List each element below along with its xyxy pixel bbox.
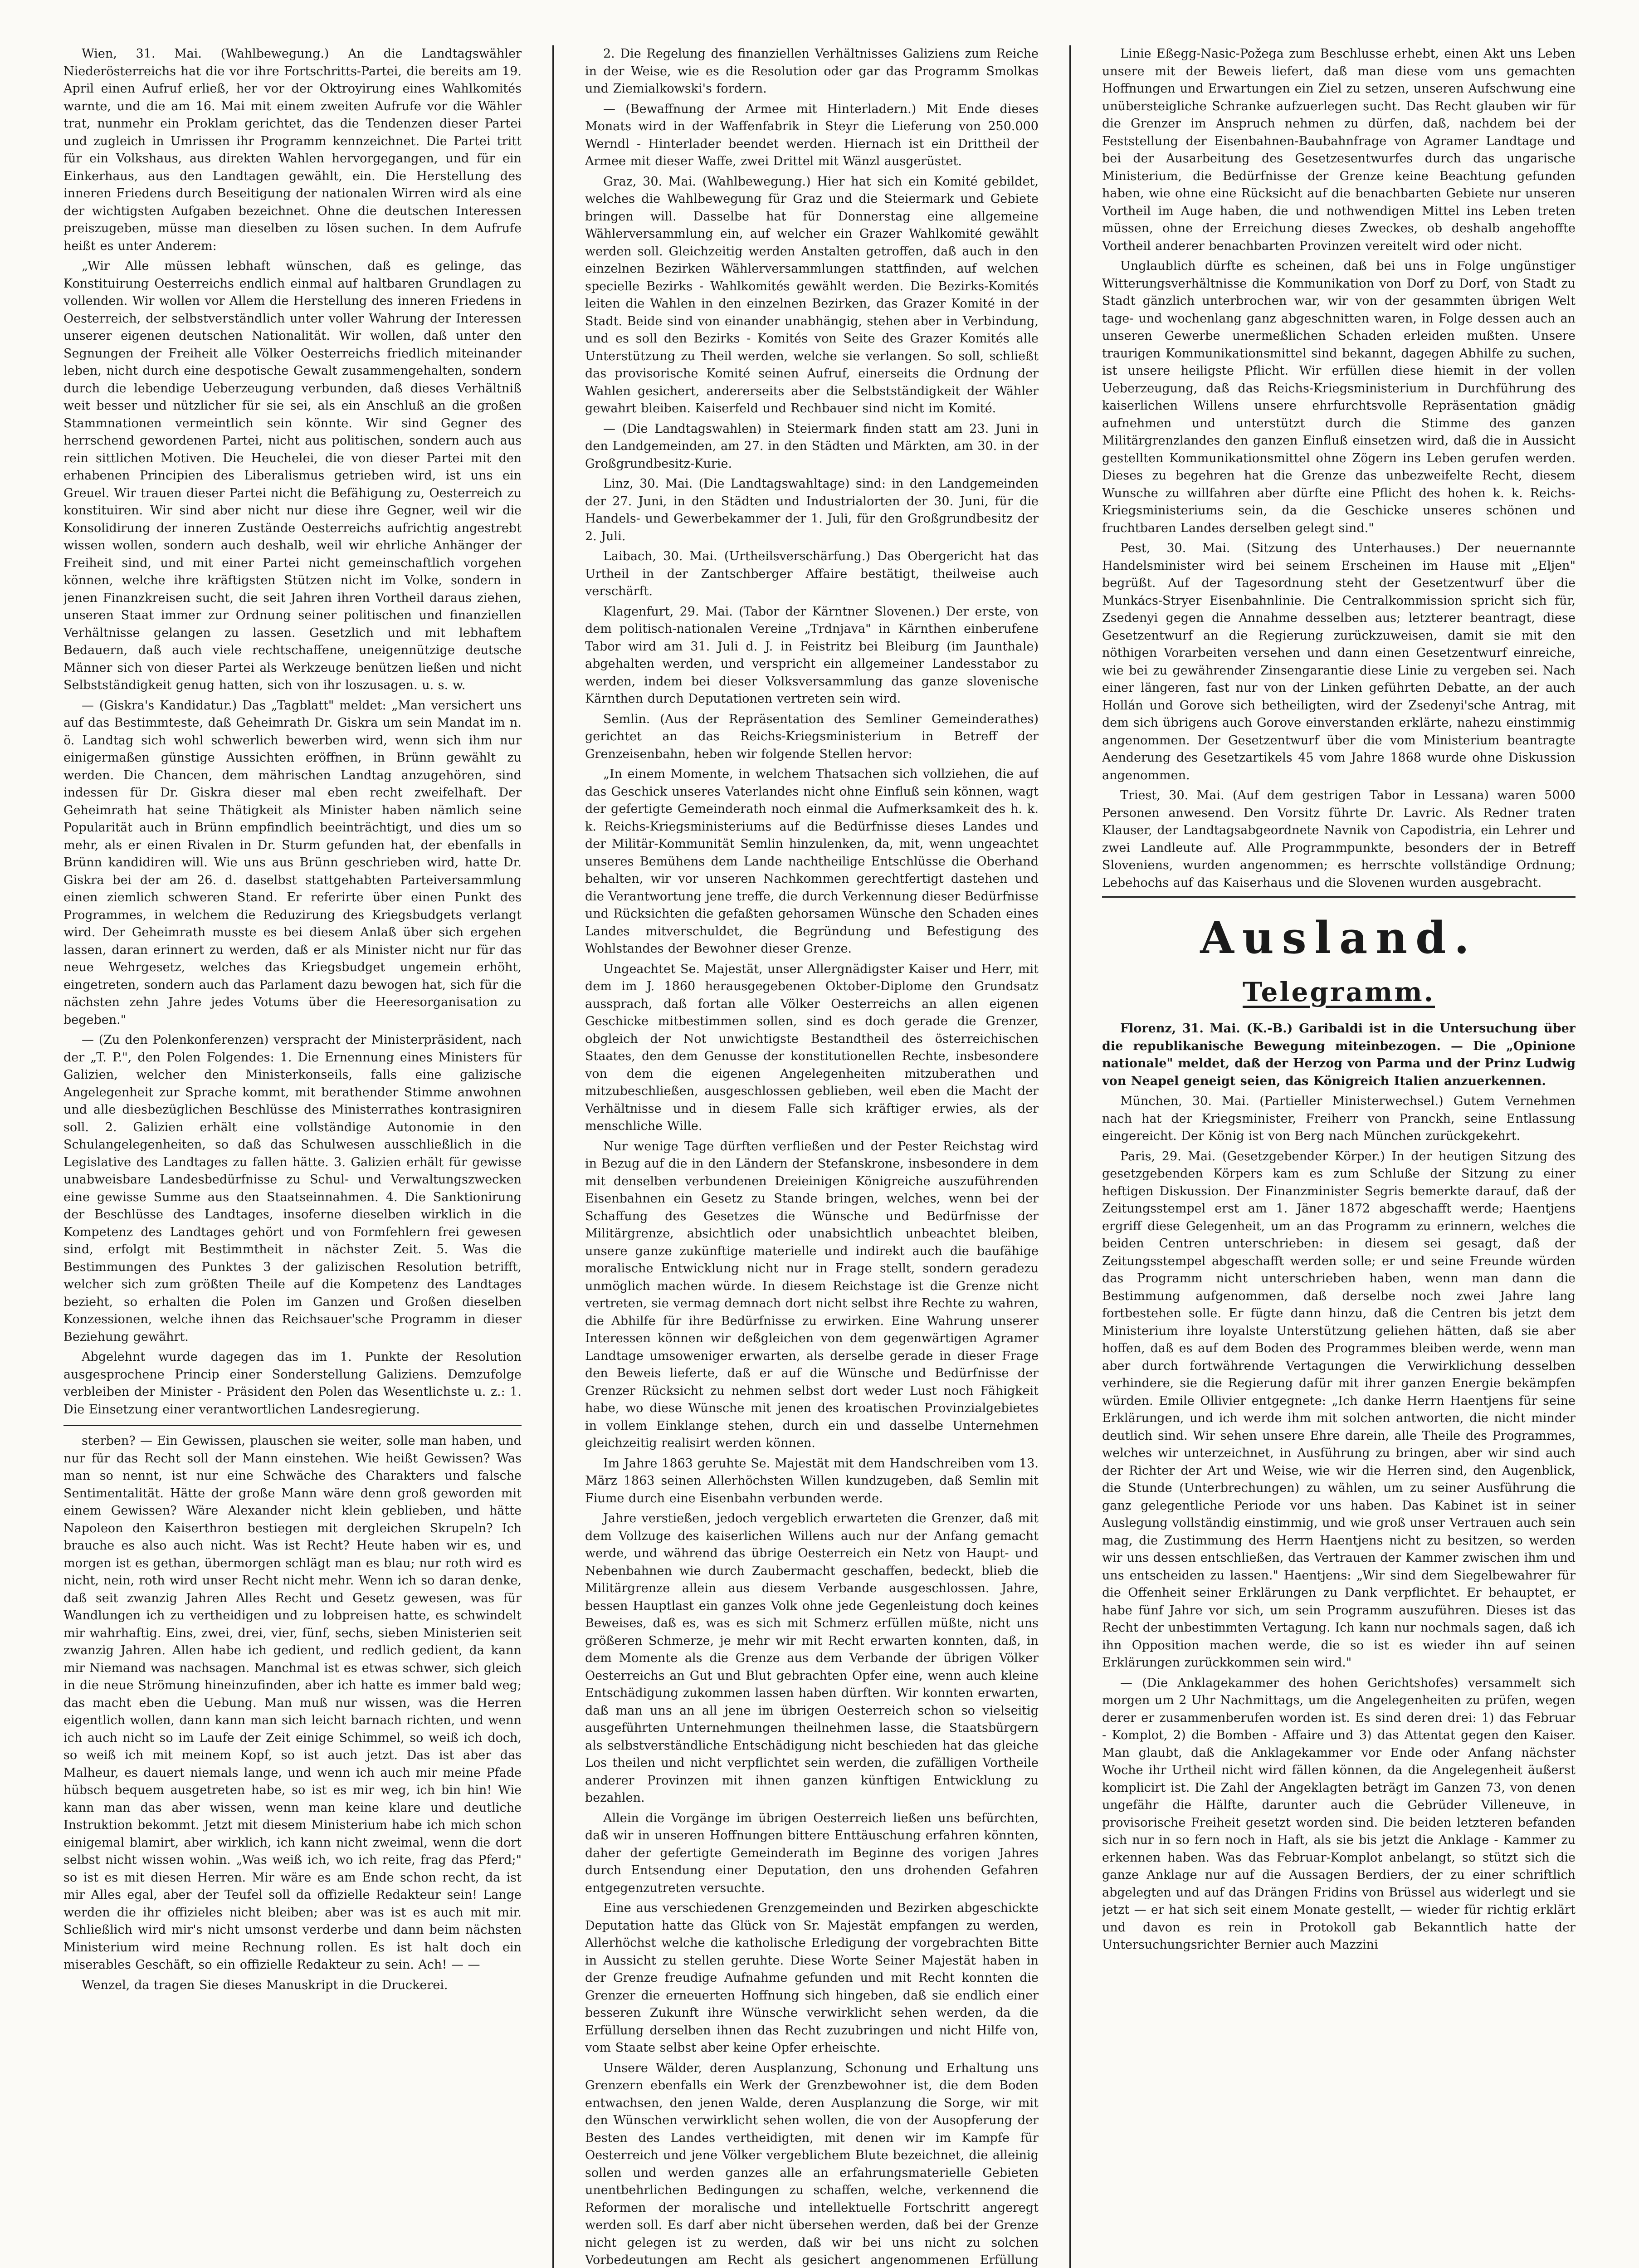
article-pest: Pest, 30. Mai. (Sitzung des Unterhauses.) Der neuernannte Handelsminister wird bei seinem Erscheinen im Hause mit „Eljen" begrüßt. Auf der Tagesordnung steht der Gesetzentwurf über die Munkács-Stryer Eisenbahnlinie. Die Centralkommission spricht sich für, Zsedenyi gegen die Annahme desselben aus; letzterer beantragt, diese Gesetzentwurf an die Regierung zurückzuweisen, damit sie mit den nöthigen Vorarbeiten versehen und dann einen Gesetzentwurf einreiche, wie bei zu gewährender Zinsengarantie diese Linie zu vergeben sei. Nach einer längeren, fast nur von der Linken geführten Debatte, an der auch Hollán und Gorove sich betheiligten, wird der Zsedenyi'sche Antrag, mit dem sich übrigens auch Gorove einverstanden erklärte, nahezu einstimmig angenommen. Der Gesetzentwurf über die vom Ministerium beantragte Aenderung des Gesetzartikels 45 vom Jahre 1868 wurde ohne Diskussion angenommen.: [1102, 541, 1576, 782]
column-divider: [1069, 45, 1071, 2268]
article-klagenfurt: Klagenfurt, 29. Mai. (Tabor der Kärntner Slovenen.) Der erste, von dem politisch-nationalen Vereine „Trdnjava" in Kärnthen einberufene Tabor wird am 31. Juli d. J. in Feistritz bei Bleiburg (im Jaunthale) abgehalten werden, und verspricht ein allgemeiner Landesstabor zu werden, indem bei dieser Volksversammlung das ganze slovenische Kärnthen durch Deputationen vertreten sein wird.: [585, 604, 1039, 706]
article-quote: „Wir Alle müssen lebhaft wünschen, daß es gelinge, das Konstituirung Oesterreichs endlich einmal auf haltbaren Grundlagen zu vollenden. Wir wollen vor Allem die Herstellung des inneren Friedens in Oesterreich, der selbstverständlich unter voller Wahrung der Interessen unserer eigenen deutschen Nationalität. Wir wollen, daß unter den Segnungen der Freiheit alle Völker Oesterreichs friedlich miteinander leben, nicht durch eine despotische Gewalt zusammengehalten, sondern durch die lebendige Ueberzeugung verbunden, daß dieses Verhältniß weit besser und nützlicher für sie sei, als ein Anschluß an die großen Stammnationen vermeintlich sein könnte. Wir sind Gegner des herrschend gewordenen Partei, nicht aus politischen, sondern auch aus rein sittlichen Motiven. Die Heuchelei, die von dieser Partei mit den erhabenen Principien des Liberalismus getrieben wird, ist uns ein Greuel. Wir trauen dieser Partei nicht die Befähigung zu, Oesterreich zu konstituiren. Wir sind aber nicht nur diese ihre Gegner, weil wir die Konsolidirung der inneren Zustände Oesterreichs aufrichtig angestrebt wissen wollen, sondern auch deshalb, weil wir ehrliche Anhänger der Freiheit sind, und mit einer Partei nicht gemeinschaftlich vorgehen können, welche ihre kräftigsten Stützen nicht im Volke, sondern in jenen Finanzkreisen sucht, die seit Jahren ihren Vortheil daraus ziehen, unseren Staat immer zur Ordnung seiner politischen und finanziellen Verhältnisse gelangen zu lassen. Gesetzlich und mit lebhaftem Bedauern, daß auch viele rechtschaffene, uneigennützige deutsche Männer sich von dieser Partei als Werkzeuge benützen ließen und nicht Selbstständigkeit genug hatten, sich von ihr loszusagen. u. s. w.: [63, 259, 522, 692]
semlin-quote-6: Allein die Vorgänge im übrigen Oesterreich ließen uns befürchten, daß wir in unseren Hoffnungen bittere Enttäuschung erfahren könnten, daher der gefertigte Gemeinderath im Beginne des vorigen Jahres durch Entsendung einer Deputation, den uns drohenden Gefahren entgegenzutreten versuchte.: [585, 1811, 1039, 1895]
column-2: [585, 45, 1039, 2268]
semlin-quote-4: Im Jahre 1863 geruhte Se. Majestät mit dem Handschreiben vom 13. März 1863 seinen Allerhöchsten Willen kundzugeben, daß Semlin mit Fiume durch eine Eisenbahn verbunden werde.: [585, 1456, 1039, 1505]
article-bewaffnung: — (Bewaffnung der Armee mit Hinterladern.) Mit Ende dieses Monats wird in der Waffenfabrik in Steyr die Lieferung von 250.000 Werndl - Hinterlader beendet werden. Hiernach ist ein Drittheil der Armee mit dieser Waffe, zwei Drittel mit Wänzl ausgerüstet.: [585, 102, 1039, 168]
article-muenchen: München, 30. Mai. (Partieller Ministerwechsel.) Gutem Vernehmen nach hat der Kriegsminister, Freiherr von Pranckh, seine Entlassung eingereicht. Der König ist von Berg nach München zurückgekehrt.: [1102, 1094, 1576, 1143]
section-title-ausland: Ausland.: [1200, 912, 1478, 963]
semlin-quote-2: Ungeachtet Se. Majestät, unser Allergnädigster Kaiser und Herr, mit dem im J. 1860 herausgegebenen Oktober-Diplome den Grundsatz aussprach, daß fortan alle Völker Oesterreichs an allen eigenen Geschicke mitbestimmen sollen, sind es doch gerade die Grenzer, obgleich der Not unwichtigste Bestandtheil des österreichischen Staates, den dem Genusse der konstitutionellen Rechte, insbesondere von dem die eigenen Angelegenheiten mitzuberathen und mitzubeschließen, ausgeschlossen geblieben, weil eben die Macht der Verhältnisse und in diesem Falle sich kräftiger erwies, als der menschliche Wille.: [585, 962, 1039, 1133]
article-resolution: Abgelehnt wurde dagegen das im 1. Punkte der Resolution ausgesprochene Princip einer Sonderstellung Galiziens. Demzufolge verbleiben der Minister - Präsident den Polen das Wesentlichste u. z.: 1. Die Einsetzung einer verantwortlichen Landesregierung.: [63, 1350, 522, 1417]
article-triest: Triest, 30. Mai. (Auf dem gestrigen Tabor in Lessana) waren 5000 Personen anwesend. Den Vorsitz führte Dr. Lavric. Als Redner traten Klauser, der Landtagsabgeordnete Navnik von Capodistria, ein Lehrer und zwei Landleute auf. Alle Programmpunkte, besonders der in Betreff Sloveniens, wurden angenommen; es herrschte vollständige Ordnung; Lebehochs auf das Kaiserhaus und die Slovenen wurden ausgebracht.: [1102, 788, 1576, 890]
semlin-quote-1: „In einem Momente, in welchem Thatsachen sich vollziehen, die auf das Geschick unseres Vaterlandes nicht ohne Einfluß sein können, wagt der gefertigte Gemeinderath noch einmal die Aufmerksamkeit des h. k. k. Reichs-Kriegsministeriums auf die Bedürfnisse dieses Landes und der Militär-Kommunität Semlin hinzulenken, da, mit, wenn ungeachtet unseres Bemühens dem Lande nachtheilige Entschlüsse die Oberhand behalten, wir vor unseren Nachkommen gerechtfertigt dastehen und die Verantwortung jene treffe, die durch Verkennung dieser Bedürfnisse und Rücksichten die gefaßten gehorsamen Wünsche den Schaden eines Landes mitverschuldet, die Begründung und Befestigung des Wohlstandes der Bewohner dieser Grenze.: [585, 767, 1039, 956]
semlin-quote-5: Jahre verstießen, jedoch vergeblich erwarteten die Grenzer, daß mit dem Vollzuge des kaiserlichen Willens auch nur der Anfang gemacht werde, und während das übrige Oesterreich ein Netz von Haupt- und Nebenbahnen wie durch Zaubermacht geschaffen, bedeckt, blieb die Militärgrenze allein aus diesem Verbande ausgeschlossen. Jahre, bessen Hauptlast ein ganzes Volk ohne jede Gegenleistung doch keines Beweises, daß es, was es sich mit Schmerz erfüllen müßte, nicht uns größeren Schmerze, je mehr wir mit Recht erwarten konnten, daß, in dem Momente als die Grenze aus dem Verbande der übrigen Völker Oesterreichs an Gut und Blut gebrachten Opfer eine, wenn auch kleine Entschädigung zukommen lassen haben dürften. Wir konnten erwarten, daß man uns an all jene im übrigen Oesterreich schon so vielseitig ausgeführten Unternehmungen theilnehmen lasse, die Staatsbürgern als selbstverständliche Entschädigung nicht beschieden hat das gleiche Los theilen und nicht verpflichtet sein werden, die zufälligen Vortheile anderer Provinzen mit ihnen ganzen künftigen Entwicklung zu bezahlen.: [585, 1511, 1039, 1805]
article-graz: Graz, 30. Mai. (Wahlbewegung.) Hier hat sich ein Komité gebildet, welches die Wahlbewegung für Graz und die Steiermark und Gebiete bringen will. Dasselbe hat für Donnerstag eine allgemeine Wählerversammlung ein, auf welcher ein Grazer Wahlkomité gewählt werden soll. Gleichzeitig werden Anstalten getroffen, daß auch in den einzelnen Bezirken Wählerversammlungen stattfinden, auf welchen specielle Bezirks - Wahlkomités gewählt werden. Die Bezirks-Komités leiten die Wahlen in den einzelnen Bezirken, das Grazer Komité in der Stadt. Beide sind von einander unabhängig, stehen aber in Verbindung, und es soll den Bezirks - Komités von Seite des Grazer Komités alle Unterstützung zu Theil werden, welche sie verlangen. So soll, schließt das provisorische Komité seinen Aufruf, einerseits die Ordnung der Wahlen gesichert, andererseits aber die Selbstständigkeit der Wähler gewahrt bleiben. Kaiserfeld und Rechbauer sind nicht im Komité.: [585, 174, 1039, 415]
article-wien-wahlbewegung: Wien, 31. Mai. (Wahlbewegung.) An die Landtagswähler Niederösterreichs hat die vor ihre Fortschritts-Partei, die bereits am 19. April einen Aufruf erließ, her vor der Oktroyirung eines Wahlkomités warnte, und die am 16. Mai mit einem zweiten Aufrufe vor die Wähler trat, nunmehr ein Proklam gerichtet, das die Tendenzen dieser Partei und zugleich in Umrissen ihr Programm kennzeichnet. Die Partei tritt für ein Volkshaus, aus direkten Wahlen hervorgegangen, und für ein Einkerhaus, aus den Landtagen gewählt, ein. Die Herstellung des inneren Friedens durch Beseitigung der nationalen Wirren wird als eine der wichtigsten Aufgaben bezeichnet. Ohne die deutschen Interessen preiszugeben, müsse man dieselben zu lösen suchen. In dem Aufrufe heißt es unter Anderem:: [63, 47, 522, 253]
article-giskra: — (Giskra's Kandidatur.) Das „Tagblatt" meldet: „Man versichert uns auf das Bestimmteste, daß Geheimrath Dr. Giskra um sein Mandat im n. ö. Landtag sich wohl schwerlich bewerben wird, wenn sich ihm nur einigermaßen günstige Aussichten eröffnen, in Brünn gewählt zu werden. Die Chancen, dem mährischen Landtag anzugehören, sind indessen für Dr. Giskra dieser mal eben recht zweifelhaft. Der Geheimrath hat seine Thätigkeit als Minister haben nämlich seine Popularität auch in Brünn empfindlich beeinträchtigt, und dies um so mehr, als er einen Rivalen in Dr. Sturm gefunden hat, der ebenfalls in Brünn kandidiren will. Wie uns aus Brünn geschrieben wird, hatte Dr. Giskra bei der am 26. d. daselbst stattgehabten Parteiversammlung einen ziemlich schweren Stand. Er referirte über einen Punkt des Programmes, in welchem die Reduzirung des Kriegsbudgets verlangt wird. Der Geheimrath musste es bei diesem Anlaß über sich ergehen lassen, daran erinnert zu werden, daß er als Minister nicht nur für das neue Wehrgesetz, welches das Kriegsbudget ungemein erhöht, eingetreten, sondern auch das Parlament dazu bewogen hat, sich für die nächsten zehn Jahre jedes Votums über die Heeresorganisation zu begeben.": [63, 698, 522, 1027]
semlin-continued: Linie Eßegg-Nasic-Požega zum Beschlusse erhebt, einen Akt uns Leben unsere mit der Beweis liefert, daß man diese vom uns gemachten Hoffnungen und Erwartungen ein Ziel zu setzen, unseren Aufschwung eine unübersteigliche Schranke aufzuerlegen sucht. Das Recht glauben wir für die Grenzer im Anspruch nehmen zu dürfen, daß, nachdem bei der Feststellung der Eisenbahnen-Baubahnfrage von Agramer Landtage und bei der Ausarbeitung des Gesetzesentwurfes durch das ungarische Ministerium, die Bedürfnisse der Grenze keine Beachtung gefunden haben, wie ohne eine Rücksicht auf die benachbarten Gebiete nur unseren Vortheil im Auge haben, die und nothwendigen Mittel ins Leben treten müssen, ohne der Erreichung dieses Zweckes, ob deshalb angehoffte Vortheil anderer benachbarten Provinzen vereitelt wird oder nicht.: [1102, 47, 1576, 253]
semlin-quote-7: Eine aus verschiedenen Grenzgemeinden und Bezirken abgeschickte Deputation hatte das Glück von Sr. Majestät empfangen zu werden, Allerhöchst welche die katholische Erledigung der vorgebrachten Bitte in Aussicht zu stellen geruhte. Diese Worte Seiner Majestät haben in der Grenze freudige Aufnahme gefunden und mit Recht konnten die Grenzer die erneuerten Hoffnung sich hingeben, daß sie endlich einer besseren Zukunft ihre Wünsche verwirklicht sehen werden, da die Erfüllung derselben ihnen das Recht zuzubringen und nicht Hilfe von, vom Staate selbst aber keine Opfer erheischte.: [585, 1901, 1039, 2055]
semlin-quote-3: Nur wenige Tage dürften verfließen und der Pester Reichstag wird in Bezug auf die in den Ländern der Stefanskrone, insbesondere in dem mit denselben verbundenen Dreieinigen Königreiche auszuführenden Eisenbahnen ein Gesetz zu Stande bringen, welches, wenn bei der Schaffung des Gesetzes die Wünsche und Bedürfnisse der Militärgrenze, absichtlich oder unabsichtlich unbeachtet bleiben, unsere ganze zukünftige materielle und indirekt auch die baufähige moralische Entwicklung nicht nur in Frage stellt, sondern geradezu unmöglich machen würde. In diesem Reichstage ist die Grenze nicht vertreten, sie vermag demnach dort nicht selbst ihre Rechte zu wahren, die Abhilfe für ihre Bedürfnisse zu erwirken. Eine Wahrung unserer Interessen können wir deßgleichen von dem gegenwärtigen Agramer Landtage umsoweniger erwarten, als derselbe gerade in dieser Frage den Beweis lieferte, daß er auf die Wünsche und Bedürfnisse der Grenzer Rücksicht zu nehmen selbst dort weder Lust noch Fähigkeit habe, wo diese Wünsche mit jenen des kroatischen Provinzialgebietes in vollem Einklange stehen, durch ein und dasselbe Unternehmen gleichzeitig realisirt werden können.: [585, 1139, 1039, 1450]
article-semlin: Semlin. (Aus der Repräsentation des Semliner Gemeinderathes) gerichtet an das Reichs-Kriegsministerium in Betreff der Grenzeisenbahn, heben wir folgende Stellen hervor:: [585, 712, 1039, 761]
article-paris: Paris, 29. Mai. (Gesetzgebender Körper.) In der heutigen Sitzung des gesetzgebenden Körpers kam es zum Schluße der Sitzung zu einer heftigen Diskussion. Der Finanzminister Segris bemerkte darauf, daß der Zeitungsstempel erst am 1. Jäner 1872 abgeschafft werde; Haentjens ergriff diese Gelegenheit, um an das Programm zu erinnern, welches die beiden Centren unterschrieben: in diesem sei gesagt, daß der Zeitungsstempel abgeschafft werden solle; er und seine Freunde würden das Programm nicht unterschrieben haben, wenn man dann die Bestimmung aufgenommen, daß derselbe noch zwei Jahre lang fortbestehen solle. Er fügte dann hinzu, daß die Centren bis jetzt dem Ministerium ihre loyalste Unterstützung geliehen hätten, daß sie aber hoffen, daß es auf dem Boden des Programmes bleiben werde, wenn man aber durch fortwährende Vertagungen die Verwirklichung desselben verhindere, sie die Regierung dafür mit ihrer ganzen Energie bekämpfen würden. Emile Ollivier entgegnete: „Ich danke Herrn Haentjens für seine Erklärungen, und ich werde ihm mit solchen antworten, die nicht minder deutlich sind. Wir sehen unsere Ehre darein, alle Theile des Programmes, welches wir unterzeichnet, in Ausführung zu bringen, aber wir sind auch der Richter der Art und Weise, wie wir die Herren sind, den Augenblick, die Stunde (Unterbrechungen) zu wählen, um zu seiner Ausführung die ganz gelegentliche Periode vor uns haben. Das Kabinet ist in seiner Auslegung vollständig einstimmig, und wie groß unser Vertrauen auch sein mag, die Zustimmung des Herrn Haentjens nicht zu besitzen, so werden wir uns dessen entschließen, das Vertrauen der Kammer zwischen ihm und uns entscheiden zu lassen." Haentjens: „Wir sind dem Siegelbewahrer für die Offenheit seiner Erklärungen zu Dank verpflichtet. Er behauptet, er habe fünf Jahre vor sich, um sein Programm auszuführen. Dieses ist das Recht der unbestimmten Vertagung. Ich kann nur nochmals sagen, daß ich ihn Opposition machen werde, die so ist es wieder ihn auf seinen Erklärungen zurückkommen sein wird.": [1102, 1149, 1576, 1670]
semlin-continued-2: Unglaublich dürfte es scheinen, daß bei uns in Folge ungünstiger Witterungsverhältnisse die Kommunikation von Dorf zu Dorf, von Stadt zu Stadt gänzlich unterbrochen war, wir von der gesammten übrigen Welt tage- und wochenlang ganz abgeschnitten waren, in Folge dessen auch an unseren Gewerbe unermeßlichen Schaden erleiden mußten. Unsere traurigen Kommunikationsmittel sind bekannt, dagegen Abhilfe zu suchen, ist unsere heiligste Pflicht. Wir erfüllen diese hiemit in der vollen Ueberzeugung, daß das Reichs-Kriegsministerium in Durchführung des kaiserlichen Willens unsere ehrfurchtsvolle Repräsentation gnädig aufnehmen und unterstützt durch die Stimme des ganzen Militärgrenzlandes den ganzen Einfluß einsetzen wird, daß die in Aussicht gestellten Kommunikationsmittel ohne Zögern ins Leben gerufen werden. Dieses zu begehren hat die Grenze das unbezweifelte Recht, diesem Wunsche zu willfahren aber dürfte eine Pflicht des hohen k. k. Reichs-Kriegsministeriums sein, da die Geschicke unseres schönen und fruchtbaren Landes derselben gelegt sind.": [1102, 259, 1576, 535]
newspaper-page: [63, 45, 1576, 2268]
article-florenz: Florenz, 31. Mai. (K.-B.) Garibaldi ist in die Untersuchung über die republikanische Bewegung miteinbezogen. — Die „Opinione nationale" meldet, daß der Herzog von Parma und der Prinz Ludwig von Neapel geneigt seien, das Königreich Italien anzuerkennen.: [1102, 1022, 1576, 1088]
section-divider: [1102, 896, 1576, 898]
column-3: [1102, 45, 1576, 2268]
article-laibach: Laibach, 30. Mai. (Urtheilsverschärfung.) Das Obergericht hat das Urtheil in der Zantschberger Affaire bestätigt, theilweise auch verschärft.: [585, 549, 1039, 598]
feuilleton-text: sterben? — Ein Gewissen, plauschen sie weiter, solle man haben, und nur für das Recht soll der Mann einstehen. Wie heißt Gewissen? Was man so nennt, ist nur eine Schwäche des Charakters und falsche Sentimentalität. Hätte der große Mann wäre denn groß geworden mit einem Gewissen? Wäre Alexander nicht klein geblieben, und hätte Napoleon den Kaiserthron bestiegen mit dergleichen Skrupeln? Ich brauche es also auch nicht. Was ist Recht? Heute haben wir es, und morgen ist es gethan, übermorgen schlägt man es blau; nur roth wird es nicht, nein, roth wird unser Recht nicht mehr. Wenn ich so daran denke, daß seit zwanzig Jahren Alles Recht und Gesetz gewesen, was für Wandlungen ich zu vertheidigen und zu lobpreisen hatte, es schwindelt mir wahrhaftig. Eins, zwei, drei, vier, fünf, sechs, sieben Ministerien seit zwanzig Jahren. Allen habe ich gedient, und redlich gedient, da kann mir Niemand was nachsagen. Manchmal ist es etwas schwer, sich gleich in die neue Strömung hineinzufinden, aber ich hatte es immer bald weg; das macht eben die Uebung. Man muß nur wissen, was die Herren eigentlich wollen, dann kann man sich leicht barnach richten, und wenn ich auch nicht so im Laufe der Zeit einige Schimmel, so weiß ich doch, so weiß ich mit meinem Kopf, so ist auch jetzt. Das ist aber das Malheur, es dauert niemals lange, und wenn ich auch mir meine Pfade hübsch bequem ausgetreten habe, so ist es mir weg, ich bin hin! Wie kann man das aber wissen, wenn man keine klare und deutliche Instruktion bekommt. Jetzt mit diesem Ministerium habe ich mich schon einigemal blamirt, aber wirklich, ich kann nicht zweimal, wenn die dort selbst nicht wissen wohin. „Was weiß ich, wo ich reite, frag das Pferd;" so ist es mit diesen Herren. Mir wäre es am Ende schon recht, da ist mir Alles egal, aber der Teufel soll da offizielle Redakteur sein! Lange werden die ihr offizieles nicht bleiben; aber was ist es auch mit mir. Schließlich wird mir's nicht umsonst verderbe und dann beim nächsten Ministerium wird meine Rechnung rollen. Es ist halt doch ein miserables Geschäft, so ein offizielle Redakteur zu sein. Ach! — —: [63, 1434, 522, 1972]
column-divider: [552, 45, 554, 2268]
article-polenkonferenzen: — (Zu den Polenkonferenzen) verspracht der Ministerpräsident, nach der „T. P.", den Polen Folgendes: 1. Die Ernennung eines Ministers für Galizien, welcher den Ministerkonseils, falls eine galizische Angelegenheit zur Sprache kommt, mit berathender Stimme anwohnen und alle diesbezüglichen Beschlüsse des Ministerrathes kontrasigniren soll. 2. Galizien erhält eine vollständige Autonomie in den Schulangelegenheiten, so daß das Schulwesen ausschließlich in die Legislative des Landtages zu fallen hätte. 3. Galizien erhält für gewisse unabweisbare Landesbedürfnisse zu Schul- und Verwaltungszwecken eine gewisse Summe aus den Staatseinnahmen. 4. Die Sanktionirung der Beschlüsse des Landtages, insoferne dieselben wirklich in die Kompetenz des Landtages gehört und von Formfehlern frei gewesen sind, erfolgt mit Bestimmtheit in nächster Zeit. 5. Was die Bestimmungen des Punktes 3 der galizischen Resolution betrifft, welcher sich zum größten Theile auf die Kompetenz des Landtages bezieht, so erhalten die Polen im Ganzen und Großen dieselben Konzessionen, welche ihnen das Reichsauer'sche Programm in dieser Beziehung gewährt.: [63, 1033, 522, 1344]
feuilleton-divider: [63, 1425, 522, 1426]
semlin-quote-8: Unsere Wälder, deren Ausplanzung, Schonung und Erhaltung uns Grenzern ebenfalls ein Werk der Grenzbewohner ist, die dem Boden entwachsen, den jenen Walde, deren Ausplanzung die Sorge, wir mit den Wünschen verwirklicht sehen wollen, die von der Ausopferung der Besten des Landes vertheidigten, mit denen wir im Kampfe für Oesterreich und jene Völker vergeblichem Blute bezeichnet, die alleinig sollen und werden ganzes alle an erfahrungsmaterielle Gebieten unentbehrlichen Bedingungen zu schaffen, welche, verkennend die Reformen der moralische und intellektuelle Fortschritt angeregt werden soll. Es darf aber nicht übersehen werden, daß bei der Grenze nicht gelegen ist zu werden, daß wir bei uns nicht zu solchen Vorbedeutungen am Recht als gesichert angenommenen Erfüllung: [585, 2061, 1039, 2267]
column-1: [63, 45, 522, 2268]
article-linz: Linz, 30. Mai. (Die Landtagswahltage) sind: in den Landgemeinden der 27. Juni, in den Städten und Industrialorten der 30. Juni, für die Handels- und Gewerbekammer der 1. Juli, für den Großgrundbesitz der 2. Juli.: [585, 477, 1039, 543]
telegram-heading: Telegramm.: [1243, 977, 1435, 1007]
article-landtagswahlen: — (Die Landtagswahlen) in Steiermark finden statt am 23. Juni in den Landgemeinden, am 27. in den Städten und Märkten, am 30. in der Großgrundbesitz-Kurie.: [585, 421, 1039, 471]
article-galizien-finanz: 2. Die Regelung des finanziellen Verhältnisses Galiziens zum Reiche in der Weise, wie es die Resolution oder gar das Programm Smolkas und Ziemialkowski's fordern.: [585, 47, 1039, 96]
feuilleton-closing: Wenzel, da tragen Sie dieses Manuskript in die Druckerei.: [82, 1978, 448, 1992]
article-anklagekammer: — (Die Anklagekammer des hohen Gerichtshofes) versammelt sich morgen um 2 Uhr Nachmittags, um die Angelegenheiten zu prüfen, wegen derer er zusammenberufen worden ist. Es sind deren drei: 1) das Februar - Komplot, 2) die Bomben - Affaire und 3) das Attentat gegen den Kaiser. Man glaubt, daß die Anklagekammer vor Ende oder Anfang nächster Woche ihr Urtheil nicht wird fällen können, da die Angelegenheit äußerst komplicirt ist. Die Zahl der Angeklagten beträgt im Ganzen 73, von denen ungefähr die Hälfte, darunter auch die Gebrüder Villeneuve, in provisorische Freiheit gesetzt worden sind. Die beiden letzteren befanden sich nur in so fern noch in Haft, als sie bis jetzt die Anklage - Kammer zu erkennen haben. Was das Februar-Komplot anbelangt, so stützt sich die ganze Anklage nur auf die Aussagen Berdiers, der zu einer schriftlich abgelegten und auf das Drängen Fridins von Brüssel aus widerlegt und sie jetzt — er hat sich seit einem Monate gestellt, — wieder für richtig erklärt und davon es rein in Protokoll gab Bekanntlich hatte der Untersuchungsrichter Bernier auch Mazzini: [1102, 1676, 1576, 1952]
